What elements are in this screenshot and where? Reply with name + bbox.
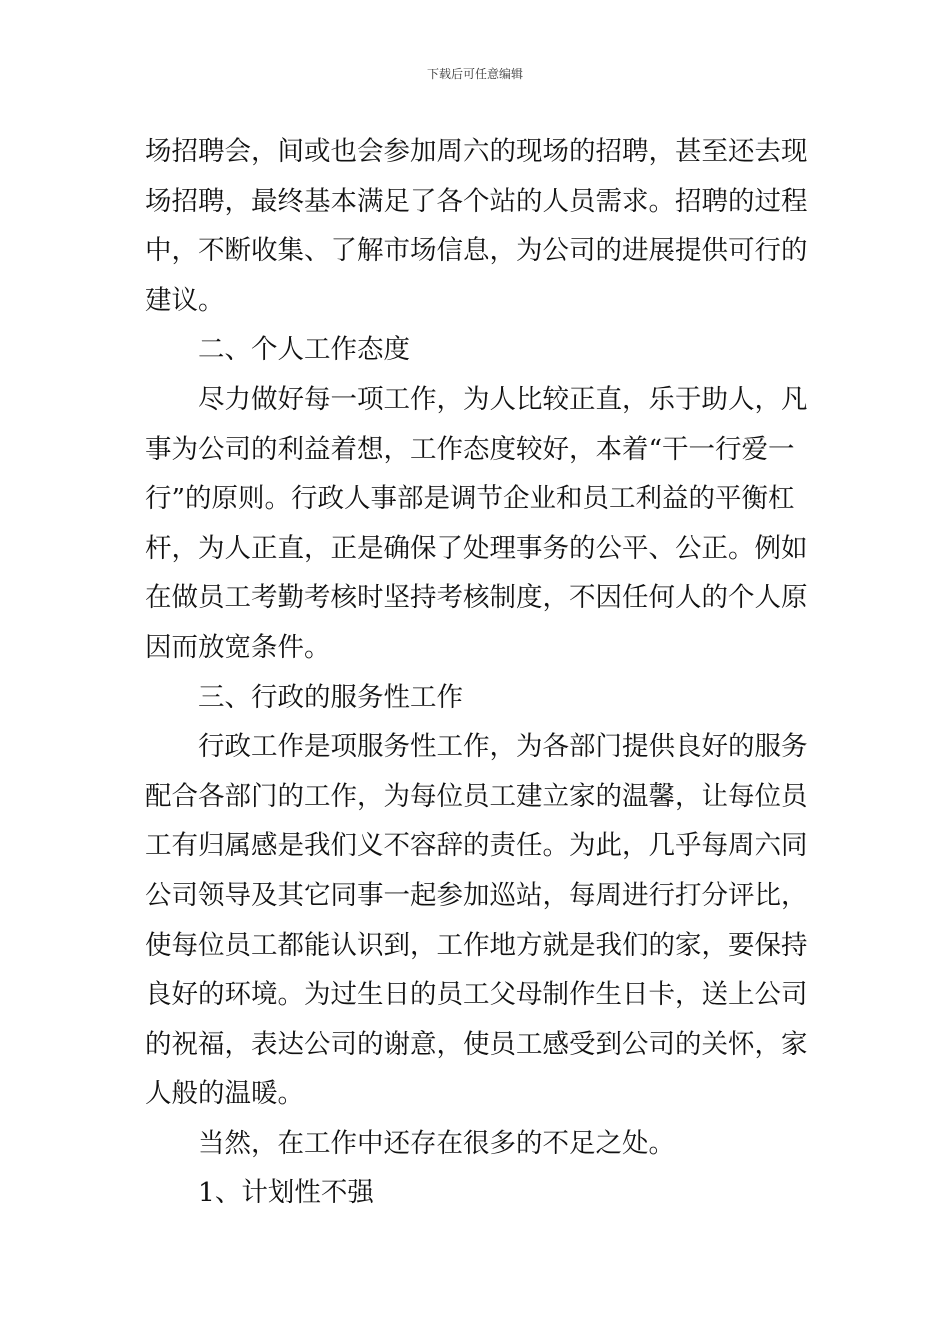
paragraph-line: 场招聘会，间或也会参加周六的现场的招聘，甚至还去现 [145,136,808,167]
paragraph-line: 中，不断收集、了解市场信息，为公司的进展提供可行的 [145,235,808,267]
section-heading: 三、行政的服务性工作 [198,681,463,713]
paragraph-line: 使每位员工都能认识到，工作地方就是我们的家，要保持 [145,929,808,961]
paragraph-line: 场招聘，最终基本满足了各个站的人员需求。招聘的过程 [145,185,808,217]
paragraph-line: 良好的环境。为过生日的员工父母制作生日卡，送上公司 [145,979,808,1011]
section-heading: 二、个人工作态度 [198,334,410,366]
paragraph-line: 人般的温暖。 [145,1078,304,1110]
paragraph-line: 工有归属感是我们义不容辞的责任。为此，几乎每周六同 [145,830,808,862]
paragraph-line: 行”的原则。行政人事部是调节企业和员工利益的平衡杠 [145,483,795,515]
paragraph-line: 当然，在工作中还存在很多的不足之处。 [198,1127,675,1159]
paragraph-line: 尽力做好每一项工作，为人比较正直，乐于助人，凡 [198,383,808,415]
paragraph-line: 公司领导及其它同事一起参加巡站，每周进行打分评比， [145,879,808,911]
paragraph-line: 事为公司的利益着想，工作态度较好，本着“干一行爱一 [145,433,795,465]
paragraph-line: 配合各部门的工作，为每位员工建立家的温馨，让每位员 [145,780,808,812]
paragraph-line: 因而放宽条件。 [145,631,331,663]
paragraph-line: 行政工作是项服务性工作，为各部门提供良好的服务 [198,731,808,763]
paragraph-line: 建议。 [145,284,225,316]
paragraph-line: 在做员工考勤考核时坚持考核制度，不因任何人的个人原 [145,582,808,614]
paragraph-line: 的祝福，表达公司的谢意，使员工感受到公司的关怀，家 [145,1028,808,1060]
document-body [145,127,807,1218]
page-header: 下载后可任意编辑 [426,67,523,81]
list-item-heading: 1、计划性不强 [198,1177,374,1209]
paragraph-line: 杆，为人正直，正是确保了处理事务的公平、公正。例如 [145,532,808,564]
